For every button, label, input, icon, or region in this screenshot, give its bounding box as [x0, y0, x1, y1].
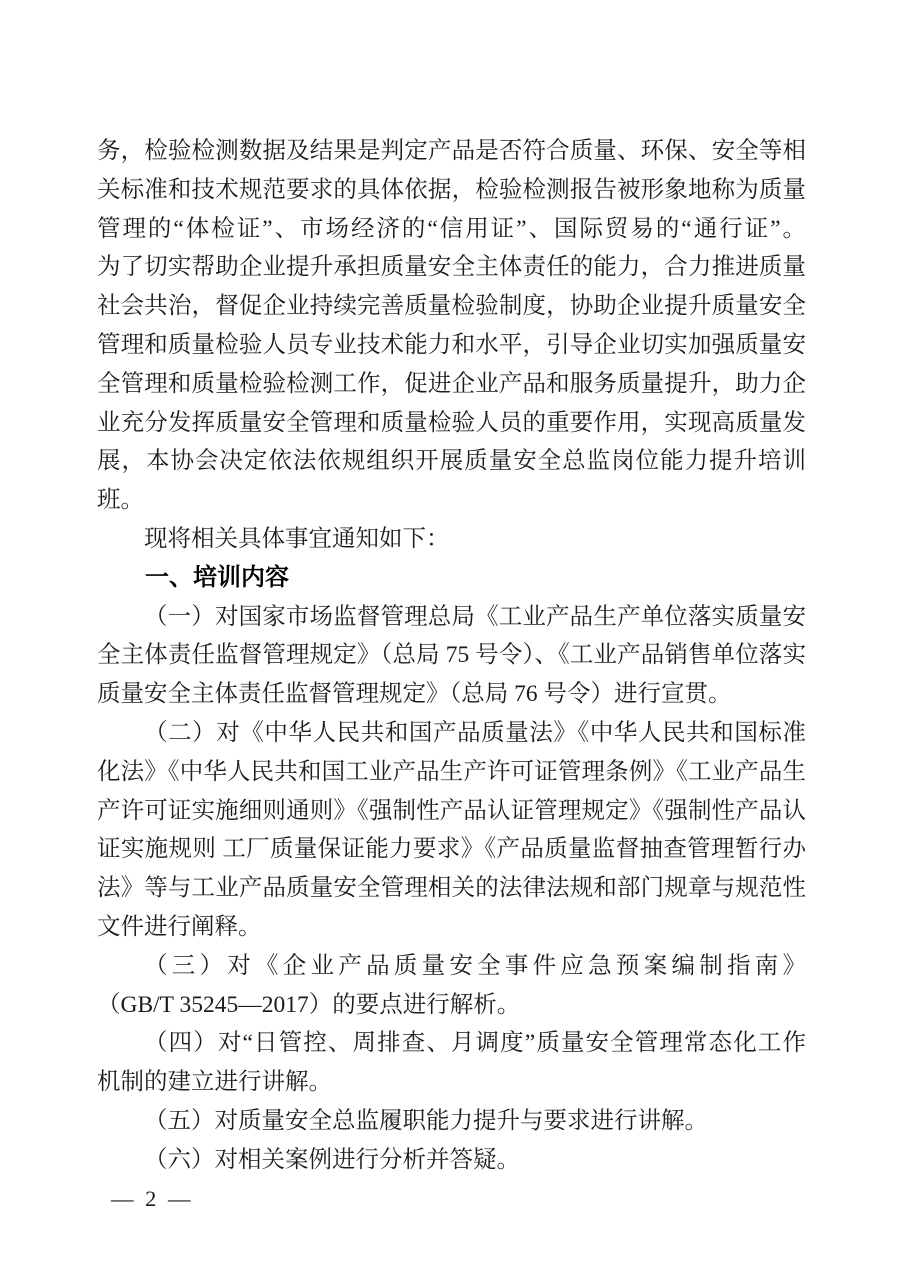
page-number: — 2 — [111, 1185, 194, 1211]
text-line: 文件进行阐释。 [97, 913, 262, 940]
text-line: 管理的“体检证”、市场经济的“信用证”、国际贸易的“通行证”。 [97, 215, 806, 242]
text-line: 管理和质量检验人员专业技术能力和水平，引导企业切实加强质量安 [97, 331, 806, 358]
text-line: 业充分发挥质量安全管理和质量检验人员的重要作用，实现高质量发 [97, 409, 806, 436]
section-heading: 一、培训内容 [145, 563, 289, 591]
text-line: （三）对《企业产品质量安全事件应急预案编制指南》 [144, 952, 806, 979]
text-line: 全管理和质量检验检测工作，促进企业产品和服务质量提升，助力企 [97, 370, 806, 397]
text-line: 班。 [97, 487, 144, 514]
text-line: （六）对相关案例进行分析并答疑。 [144, 1146, 520, 1173]
text-line: 产许可证实施细则通则》《强制性产品认证管理规定》《强制性产品认 [97, 797, 806, 824]
text-line: 为了切实帮助企业提升承担质量安全主体责任的能力，合力推进质量 [97, 254, 806, 281]
text-line: （GB/T 35245—2017）的要点进行解析。 [97, 991, 521, 1018]
text-line: 全主体责任监督管理规定》（总局 75 号令）、《工业产品销售单位落实 [97, 642, 806, 669]
text-line: 务，检验检测数据及结果是判定产品是否符合质量、环保、安全等相 [97, 138, 806, 164]
text-line: （一）对国家市场监督管理总局《工业产品生产单位落实质量安 [144, 603, 806, 630]
text-line: （五）对质量安全总监履职能力提升与要求进行讲解。 [144, 1107, 708, 1134]
text-line: （四）对“日管控、周排查、月调度”质量安全管理常态化工作 [144, 1030, 806, 1057]
text-line: （二）对《中华人民共和国产品质量法》《中华人民共和国标准 [144, 719, 806, 746]
text-line: 社会共治，督促企业持续完善质量检验制度，协助企业提升质量安全 [97, 293, 806, 320]
text-line: 化法》《中华人民共和国工业产品生产许可证管理条例》《工业产品生 [97, 758, 806, 785]
text-line: 法》等与工业产品质量安全管理相关的法律法规和部门规章与规范性 [97, 875, 806, 902]
text-line: 现将相关具体事宜通知如下： [144, 525, 450, 552]
text-line: 展，本协会决定依法依规组织开展质量安全总监岗位能力提升培训 [97, 448, 806, 475]
text-line: 证实施规则 工厂质量保证能力要求》《产品质量监督抽查管理暂行办 [97, 836, 806, 863]
text-line: 质量安全主体责任监督管理规定》（总局 76 号令）进行宣贯。 [97, 681, 732, 708]
text-line: 关标准和技术规范要求的具体依据，检验检测报告被形象地称为质量 [97, 176, 806, 203]
text-line: 机制的建立进行讲解。 [97, 1069, 332, 1096]
